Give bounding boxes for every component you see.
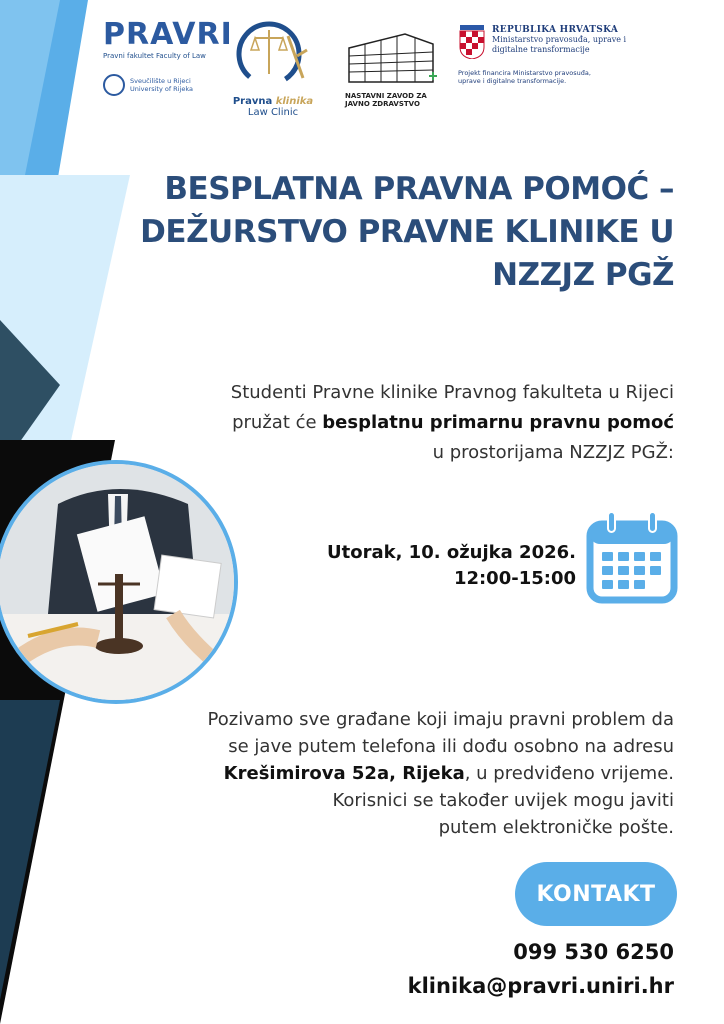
intro-line2 [154,408,674,438]
schedule [276,540,576,592]
nzzjz-line1: NASTAVNI ZAVOD ZA [345,92,427,100]
klinika-name-part2: klinika [275,96,314,107]
title-line1: BESPLATNA PRAVNA POMOĆ – [164,171,674,207]
title-line3: NZZJZ PGŽ [492,257,674,293]
contact-button[interactable]: KONTAKT [515,862,677,926]
nzzjz-name [345,92,445,108]
calendar-icon [586,510,678,604]
university-mark [103,74,215,96]
klinika-name-part1: Pravna [232,96,273,107]
invite-line3-text: , u predviđeno vrijeme. [464,763,674,784]
ministry-line2: Ministarstvo pravosuđa, uprave i [492,35,627,44]
funding-note [458,69,628,85]
title-line2: DEŽURSTVO PRAVNE KLINIKE U [140,214,674,250]
university-seal-icon [103,74,125,96]
klinika-name [228,96,318,107]
intro-highlight: besplatnu primarnu pravnu pomoć [322,412,674,433]
phone-number[interactable]: 099 530 6250 [513,940,674,964]
intro-text [154,378,674,468]
intro-line2-text: pružat će [232,412,323,433]
bg-navy-wedge [0,700,60,1000]
event-date: Utorak, 10. ožujka 2026. [327,542,576,563]
croatian-coat-of-arms-icon [458,25,486,59]
intro-line1: Studenti Pravne klinike Pravnog fakulteta u Rijeci [230,382,674,403]
pravna-klinika-logo [228,16,318,126]
university-name [130,77,193,93]
funding-note-line1: Projekt financira Ministarstvo pravosuđa, [458,69,591,77]
pravri-subtitle: Pravni fakultet Faculty of Law [103,52,206,60]
event-time: 12:00-15:00 [453,568,576,589]
scales-of-justice-icon [233,16,313,92]
ministry-header [458,25,628,59]
invitation-text [114,706,674,841]
invite-line4: Korisnici se također uvijek mogu javiti [332,790,674,811]
funding-note-line2: uprave i digitalne transformacije. [458,77,567,85]
page-title [114,168,674,297]
nzzjz-line2: JAVNO ZDRAVSTVO [345,100,420,108]
klinika-english-name: Law Clinic [247,107,299,118]
invite-line3 [114,760,674,787]
invite-line5: putem elektroničke pošte. [438,817,674,838]
ministry-name [492,25,626,59]
photo-illustration [0,464,238,704]
ministry-line1: REPUBLIKA HRVATSKA [492,25,619,35]
ministry-logo [458,25,628,105]
pravri-logo [103,17,233,115]
nzzjz-logo [345,30,445,110]
intro-line3: u prostorijama NZZJZ PGŽ: [432,442,674,463]
email-address[interactable]: klinika@pravri.uniri.hr [407,974,674,998]
ministry-line3: digitalne transformacije [492,45,590,54]
invite-line1: Pozivamo sve građane koji imaju pravni problem da [207,709,674,730]
legal-consultation-photo [0,460,238,704]
building-icon [345,30,437,86]
address: Krešimirova 52a, Rijeka [223,763,465,784]
university-line2: University of Rijeka [130,85,193,93]
pravri-wordmark: PRAVRI [103,17,233,52]
university-line1: Sveučilište u Rijeci [130,77,191,85]
invite-line2: se jave putem telefona ili dođu osobno na adresu [228,736,674,757]
